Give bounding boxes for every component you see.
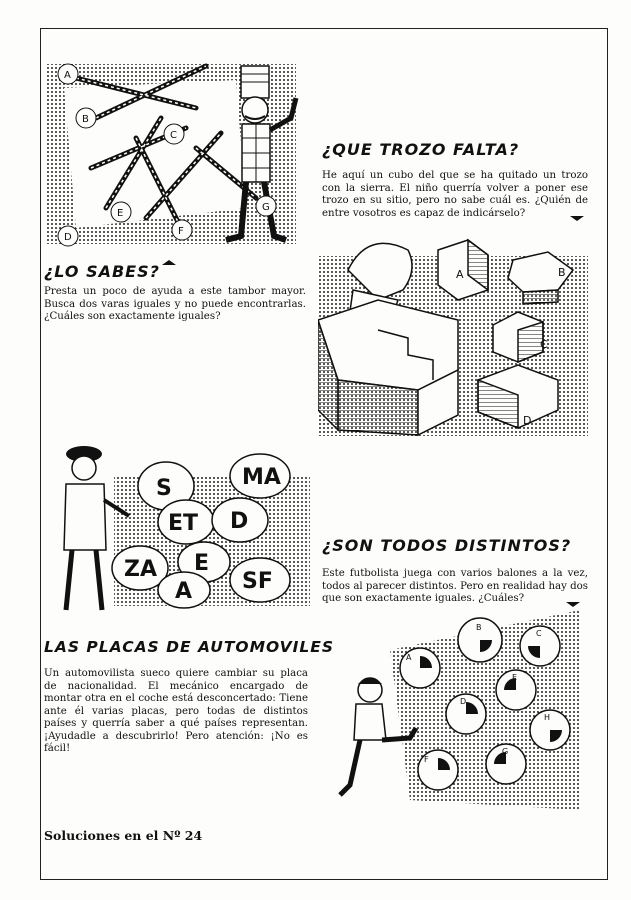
puzzle2-text: He aquí un cubo del que se ha quitado un trozo con la sierra. El niño querría volver a poner ese trozo en su sitio, pero no sabe cuál es. ¿Quién de entre vosotros es capaz de indicárselo? xyxy=(322,170,588,219)
ball-label-b: B xyxy=(476,623,482,632)
puzzle1-arrow xyxy=(162,260,176,265)
plate-a: A xyxy=(175,579,193,604)
piece-label-b: B xyxy=(558,266,566,279)
ball-label-d: D xyxy=(460,697,467,706)
plate-s: S xyxy=(156,476,172,501)
plate-ma: MA xyxy=(242,465,281,490)
piece-label-a: A xyxy=(456,268,464,281)
plate-et: ET xyxy=(168,511,199,536)
baton-label-g: G xyxy=(262,202,270,213)
baton-label-d: D xyxy=(64,232,72,243)
puzzle3-title: LAS PLACAS DE AUTOMOVILES xyxy=(44,638,335,656)
baton-label-f: F xyxy=(178,226,184,237)
plates-illustration xyxy=(44,440,310,616)
cube-illustration xyxy=(318,230,588,440)
baton-label-c: C xyxy=(170,130,177,141)
puzzle4-title: ¿SON TODOS DISTINTOS? xyxy=(322,536,572,555)
solutions-footer: Soluciones en el Nº 24 xyxy=(44,828,203,843)
piece-label-d: D xyxy=(523,414,532,427)
puzzle2-title: ¿QUE TROZO FALTA? xyxy=(322,140,520,159)
ball-label-h: H xyxy=(544,713,551,722)
ball-label-a: A xyxy=(406,653,412,662)
plate-e: E xyxy=(194,551,210,576)
footballer-illustration xyxy=(320,610,590,810)
plate-za: ZA xyxy=(124,557,157,582)
ball-label-g: G xyxy=(502,747,509,756)
ball-label-e: E xyxy=(512,673,518,682)
puzzle4-text: Este futbolista juega con varios balones a la vez, todos al parecer distintos. Pero en realidad hay dos que son exactamente iguales. ¿Cuáles? xyxy=(322,568,588,604)
puzzle4-arrow xyxy=(566,602,580,607)
plate-d: D xyxy=(230,509,249,534)
puzzle1-text: Presta un poco de ayuda a este tambor mayor. Busca dos varas iguales y no puede encontrarlas. ¿Cuáles son exactamente iguales? xyxy=(44,286,306,322)
ball-label-c: C xyxy=(536,629,542,638)
baton-label-a: A xyxy=(64,70,71,81)
ball-label-f: F xyxy=(424,755,429,764)
puzzle2-arrow xyxy=(570,216,584,221)
puzzle3-text: Un automovilista sueco quiere cambiar su placa de nacionalidad. El mecánico encargado de montar otra en el coche está desconcertado: Tiene ante él varias placas, pero todas de distintos países y querría saber a qué países representan. ¡Ayudadle a descubrirlo! Pero atención: ¡No es fácil! xyxy=(44,668,308,754)
piece-label-c: C xyxy=(540,338,548,351)
puzzle1-title: ¿LO SABES? xyxy=(44,262,160,281)
baton-label-e: E xyxy=(117,208,124,219)
baton-label-b: B xyxy=(82,114,89,125)
drum-major-illustration xyxy=(46,58,300,250)
plate-sf: SF xyxy=(242,569,273,594)
